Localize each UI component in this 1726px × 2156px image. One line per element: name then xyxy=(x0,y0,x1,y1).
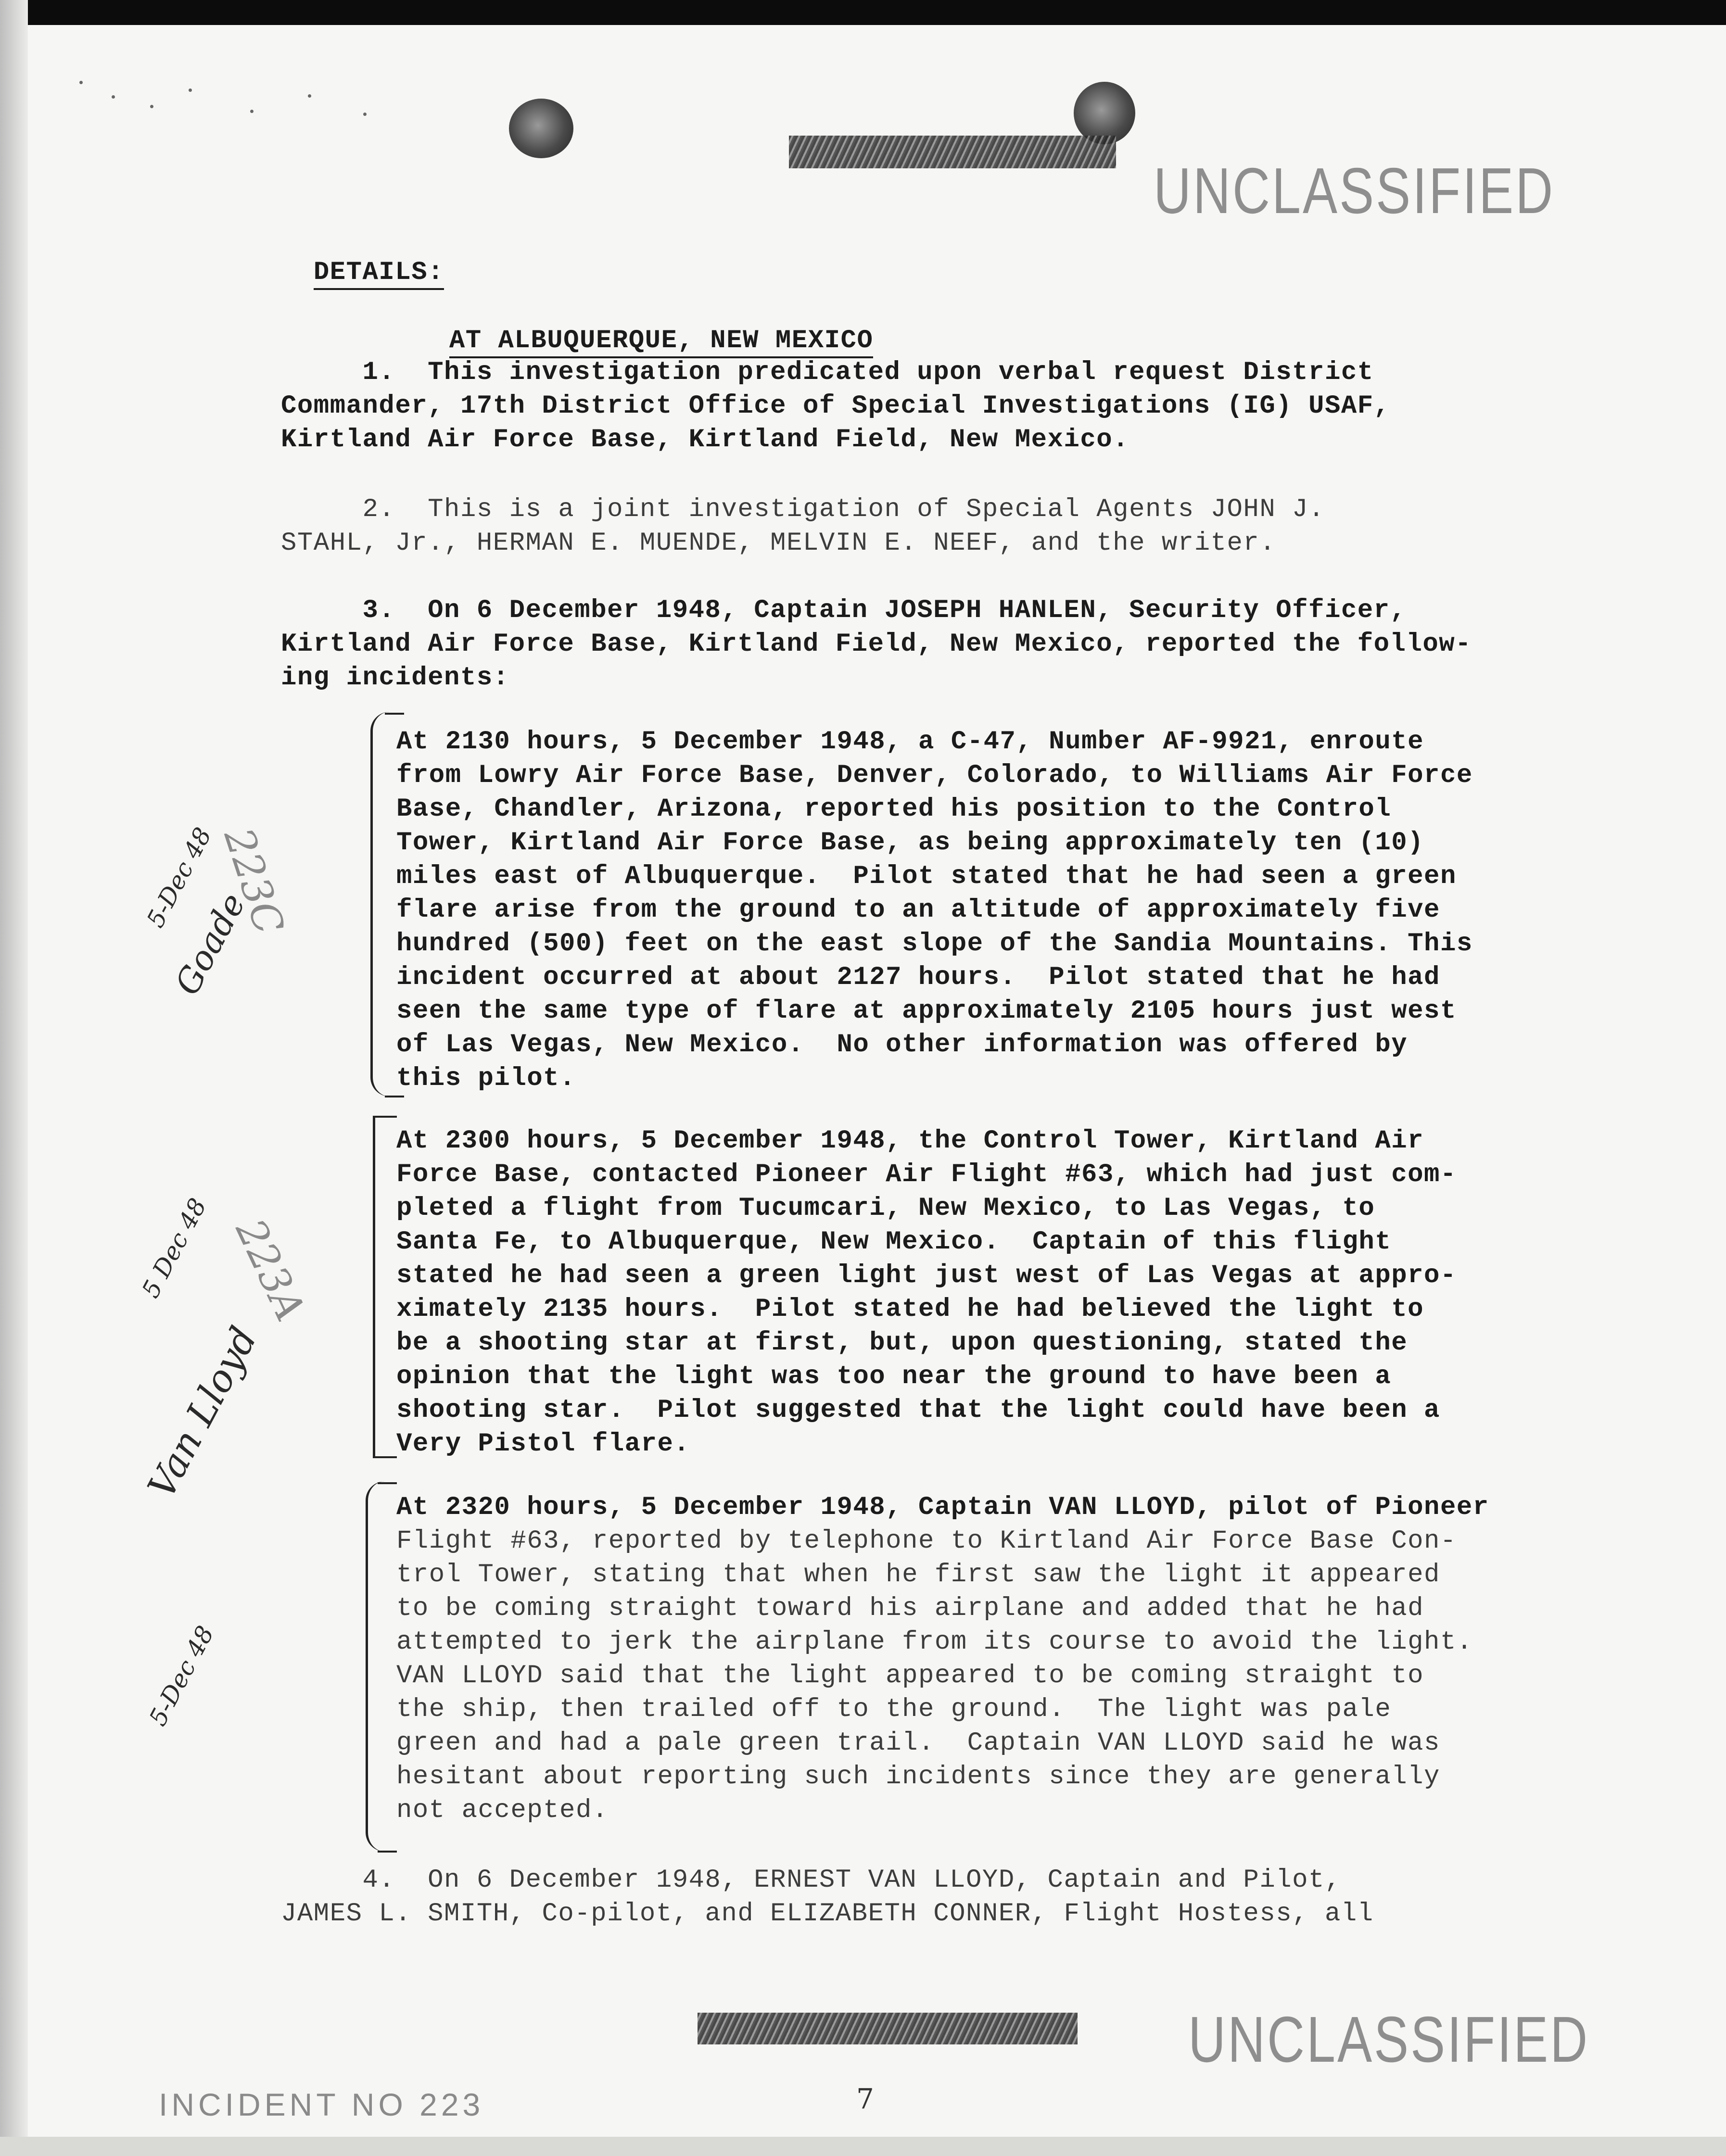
incident-b-line: pleted a flight from Tucumcari, New Mexico, to Las Vegas, to xyxy=(396,1194,1375,1223)
scan-speck xyxy=(308,94,311,98)
handwritten-date-a: 5-Dec 48 xyxy=(141,823,217,932)
scan-speck xyxy=(189,88,192,92)
scan-speck xyxy=(150,105,153,108)
bracket-tick xyxy=(378,1851,397,1853)
incident-c-line: Flight #63, reported by telephone to Kirtland Air Force Base Con- xyxy=(396,1526,1457,1556)
paragraph-1-line: Commander, 17th District Office of Special Investigations (IG) USAF, xyxy=(281,391,1390,421)
paragraph-3-line: ing incidents: xyxy=(281,663,509,693)
handwritten-date-c: 5-Dec 48 xyxy=(143,1621,220,1730)
scan-speck xyxy=(79,81,83,84)
handwritten-date-b: 5 Dec 48 xyxy=(136,1194,212,1302)
incident-a-line: Base, Chandler, Arizona, reported his position to the Control xyxy=(396,794,1392,824)
hole-punch-right xyxy=(1074,82,1135,144)
paragraph-4-line: JAMES L. SMITH, Co-pilot, and ELIZABETH CONNER, Flight Hostess, all xyxy=(281,1899,1374,1929)
page-number: 7 xyxy=(856,2082,874,2115)
incident-b-line: stated he had seen a green light just west of Las Vegas at appro- xyxy=(396,1261,1457,1290)
redacted-header-marking xyxy=(789,136,1116,168)
margin-bracket-incident-b xyxy=(373,1116,390,1457)
incident-b-line: opinion that the light was too near the ground to have been a xyxy=(396,1362,1392,1391)
incident-b-line: At 2300 hours, 5 December 1948, the Control Tower, Kirtland Air xyxy=(396,1126,1424,1156)
paragraph-3-line: 3. On 6 December 1948, Captain JOSEPH HANLEN, Security Officer, xyxy=(281,596,1407,625)
incident-a-line: flare arise from the ground to an altitude of approximately five xyxy=(396,895,1440,925)
handwritten-name-b: Van Lloyd xyxy=(140,1320,266,1505)
incident-a-line: Tower, Kirtland Air Force Base, as being approximately ten (10) xyxy=(396,828,1424,857)
redacted-footer-marking xyxy=(698,2013,1078,2044)
incident-b-line: Force Base, contacted Pioneer Air Flight #63, which had just com- xyxy=(396,1160,1457,1189)
incident-a-line: At 2130 hours, 5 December 1948, a C-47, Number AF-9921, enroute xyxy=(396,727,1424,756)
incident-c-line: VAN LLOYD said that the light appeared to be coming straight to xyxy=(396,1661,1424,1690)
bracket-tick xyxy=(373,1456,397,1458)
incident-b-line: be a shooting star at first, but, upon questioning, stated the xyxy=(396,1328,1408,1358)
incident-c-line: not accepted. xyxy=(396,1796,609,1825)
paragraph-4-line: 4. On 6 December 1948, ERNEST VAN LLOYD, Captain and Pilot, xyxy=(281,1866,1341,1895)
hole-punch-left xyxy=(509,99,573,158)
classification-stamp-bottom: UNCLASSIFIED xyxy=(1188,2003,1590,2076)
incident-b-line: Santa Fe, to Albuquerque, New Mexico. Captain of this flight xyxy=(396,1227,1392,1257)
bracket-tick xyxy=(373,1116,397,1118)
scan-top-border xyxy=(0,0,1726,25)
handwritten-name-a: Goade xyxy=(167,886,254,1001)
bracket-tick xyxy=(378,1482,397,1484)
classification-stamp-top: UNCLASSIFIED xyxy=(1154,154,1555,227)
incident-a-line: hundred (500) feet on the east slope of the Sandia Mountains. This xyxy=(396,929,1473,958)
paragraph-1-line: Kirtland Air Force Base, Kirtland Field, New Mexico. xyxy=(281,425,1130,454)
section-heading-text: DETAILS: xyxy=(314,258,444,290)
incident-c-line: green and had a pale green trail. Captain VAN LLOYD said he was xyxy=(396,1728,1440,1758)
incident-a-line: from Lowry Air Force Base, Denver, Colorado, to Williams Air Force xyxy=(396,761,1473,790)
incident-c-line: hesitant about reporting such incidents since they are generally xyxy=(396,1762,1440,1791)
scan-left-edge xyxy=(0,0,28,2156)
incident-c-line: trol Tower, stating that when he first saw the light it appeared xyxy=(396,1560,1440,1589)
incident-a-line: seen the same type of flare at approximately 2105 hours just west xyxy=(396,996,1457,1026)
incident-b-line: ximately 2135 hours. Pilot stated he had believed the light to xyxy=(396,1295,1424,1324)
margin-bracket-incident-c xyxy=(366,1481,387,1852)
incident-c-line: At 2320 hours, 5 December 1948, Captain VAN LLOYD, pilot of Pioneer xyxy=(396,1493,1489,1522)
paragraph-2-line: STAHL, Jr., HERMAN E. MUENDE, MELVIN E. NEEF, and the writer. xyxy=(281,529,1276,558)
scan-speck xyxy=(112,95,115,99)
incident-a-line: of Las Vegas, New Mexico. No other information was offered by xyxy=(396,1030,1408,1059)
incident-c-line: the ship, then trailed off to the ground. The light was pale xyxy=(396,1695,1392,1724)
paragraph-1-line: 1. This investigation predicated upon verbal request District xyxy=(281,358,1374,387)
paragraph-2-line: 2. This is a joint investigation of Special Agents JOHN J. xyxy=(281,495,1325,524)
incident-c-line: to be coming straight toward his airplane and added that he had xyxy=(396,1594,1424,1623)
handwritten-incident-ref-b: 223A xyxy=(227,1212,315,1328)
scan-speck xyxy=(363,113,367,116)
paragraph-3-line: Kirtland Air Force Base, Kirtland Field, New Mexico, reported the follow- xyxy=(281,630,1472,659)
incident-a-line: incident occurred at about 2127 hours. Pilot stated that he had xyxy=(396,963,1440,992)
incident-b-line: shooting star. Pilot suggested that the light could have been a xyxy=(396,1396,1440,1425)
location-heading xyxy=(417,290,873,358)
bracket-tick xyxy=(385,1096,404,1097)
section-heading xyxy=(281,222,444,290)
incident-number: INCIDENT NO 223 xyxy=(159,2087,484,2122)
incident-a-line: miles east of Albuquerque. Pilot stated that he had seen a green xyxy=(396,862,1457,891)
incident-a-line: this pilot. xyxy=(396,1064,576,1093)
margin-bracket-incident-a xyxy=(370,712,392,1097)
scan-bottom-edge xyxy=(0,2137,1726,2156)
incident-b-line: Very Pistol flare. xyxy=(396,1429,690,1459)
location-heading-text: AT ALBUQUERQUE, NEW MEXICO xyxy=(449,326,874,358)
bracket-tick xyxy=(385,713,404,715)
handwritten-incident-ref-a: 223C xyxy=(215,822,293,940)
incident-c-line: attempted to jerk the airplane from its course to avoid the light. xyxy=(396,1627,1473,1657)
scan-speck xyxy=(250,110,254,113)
